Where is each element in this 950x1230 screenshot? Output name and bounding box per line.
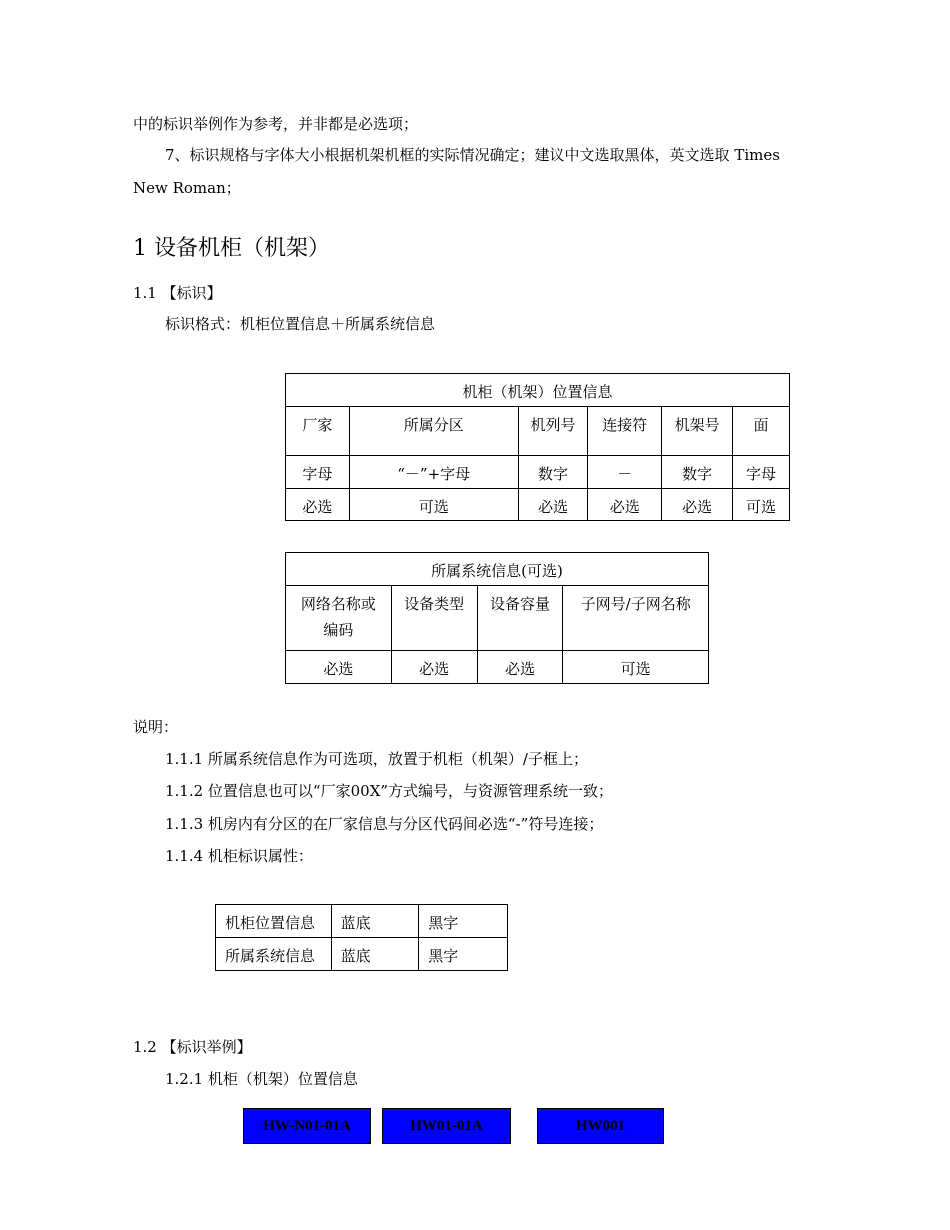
table-cell: 字母 bbox=[286, 456, 350, 489]
table-cell: 蓝底 bbox=[331, 938, 419, 971]
cabinet-position-table bbox=[285, 373, 790, 521]
note-item: 1.1.1 所属系统信息作为可选项，放置于机柜（机架）/子框上； bbox=[165, 750, 588, 768]
table-cell: 可选 bbox=[563, 651, 709, 684]
table-cell: 必选 bbox=[286, 651, 392, 684]
note-item: 1.1.2 位置信息也可以“厂家00X”方式编号，与资源管理系统一致； bbox=[165, 782, 614, 800]
table-cell: 机柜位置信息 bbox=[216, 905, 332, 938]
table-cell: 必选 bbox=[477, 651, 563, 684]
intro-line-3: New Roman； bbox=[133, 179, 241, 197]
table-header: 连接符 bbox=[588, 407, 662, 456]
table-cell: 可选 bbox=[733, 489, 790, 521]
table-header: 子网号/子网名称 bbox=[563, 586, 709, 651]
section-1-2-heading: 1.2 【标识举例】 bbox=[133, 1038, 252, 1056]
table-header: 网络名称或编码 bbox=[286, 586, 392, 651]
table-header: 设备容量 bbox=[477, 586, 563, 651]
note-item: 1.1.3 机房内有分区的在厂家信息与分区代码间必选“-”符号连接； bbox=[165, 815, 604, 833]
table-cell: 所属系统信息 bbox=[216, 938, 332, 971]
cabinet-attribute-table bbox=[215, 904, 508, 971]
section-1-2-1-heading: 1.2.1 机柜（机架）位置信息 bbox=[165, 1070, 358, 1088]
sample-label-hw001: HW001 bbox=[537, 1108, 664, 1144]
table-header: 所属分区 bbox=[349, 407, 518, 456]
intro-line-2: 7、标识规格与字体大小根据机架机框的实际情况确定；建议中文选取黑体，英文选取 Times bbox=[165, 146, 780, 164]
sample-label-hw-n01-01a: HW-N01-01A bbox=[243, 1108, 371, 1144]
table-cell: 黑字 bbox=[419, 905, 508, 938]
table-cell: “－”+字母 bbox=[349, 456, 518, 489]
section-1-1-heading: 1.1 【标识】 bbox=[133, 284, 222, 302]
table-cell: 数字 bbox=[662, 456, 733, 489]
sample-label-hw01-01a: HW01-01A bbox=[382, 1108, 511, 1144]
table-cell: 必选 bbox=[286, 489, 350, 521]
table-cell: 可选 bbox=[349, 489, 518, 521]
table-header: 设备类型 bbox=[391, 586, 477, 651]
table-header: 厂家 bbox=[286, 407, 350, 456]
table-cell: 必选 bbox=[518, 489, 588, 521]
table-cell: 字母 bbox=[733, 456, 790, 489]
table-cell: 必选 bbox=[662, 489, 733, 521]
table-cell: 黑字 bbox=[419, 938, 508, 971]
table-title: 机柜（机架）位置信息 bbox=[286, 374, 790, 407]
section-1-heading: 1 设备机柜（机架） bbox=[133, 236, 330, 261]
intro-line-1: 中的标识举例作为参考，并非都是必选项； bbox=[133, 115, 419, 133]
label-format-text: 标识格式：机柜位置信息＋所属系统信息 bbox=[165, 315, 436, 333]
table-title: 所属系统信息(可选) bbox=[286, 553, 709, 586]
table-header: 机架号 bbox=[662, 407, 733, 456]
table-header: 机列号 bbox=[518, 407, 588, 456]
table-header: 面 bbox=[733, 407, 790, 456]
system-info-table bbox=[285, 552, 709, 684]
notes-label: 说明： bbox=[133, 718, 179, 736]
table-cell: 蓝底 bbox=[331, 905, 419, 938]
note-item: 1.1.4 机柜标识属性： bbox=[165, 847, 313, 865]
table-cell: － bbox=[588, 456, 662, 489]
table-cell: 必选 bbox=[391, 651, 477, 684]
table-cell: 必选 bbox=[588, 489, 662, 521]
table-cell: 数字 bbox=[518, 456, 588, 489]
